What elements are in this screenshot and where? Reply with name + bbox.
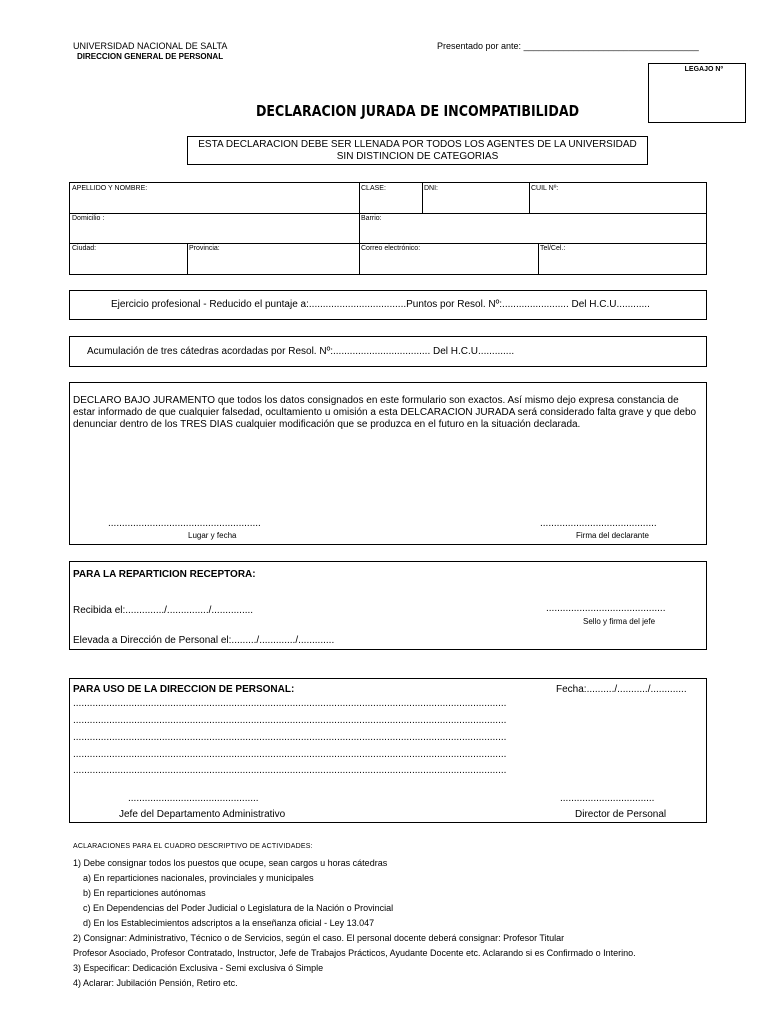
field-provincia[interactable]: Provincia: xyxy=(189,245,220,252)
grid-divider xyxy=(70,213,706,214)
aclaracion-item: Profesor Asociado, Profesor Contratado, Instructor, Jefe de Trabajos Prácticos, Ayudante Docente etc. Aclarando si es Confirmado o Interino. xyxy=(73,948,636,958)
grid-divider xyxy=(359,243,360,275)
note-line[interactable]: ............................................................................................................................................................ xyxy=(73,749,507,760)
field-correo[interactable]: Correo electrónico: xyxy=(361,245,421,252)
field-clase[interactable]: CLASE: xyxy=(361,185,386,192)
note-line[interactable]: ............................................................................................................................................................ xyxy=(73,715,507,726)
acumulacion-box xyxy=(69,336,707,367)
aclaracion-item: 3) Especificar: Dedicación Exclusiva - Semi exclusiva ó Simple xyxy=(73,963,324,973)
presented-line: ___________________________________ xyxy=(523,41,699,51)
lugar-fecha-line[interactable]: ....................................................... xyxy=(108,518,261,529)
field-tel[interactable]: Tel/Cel.: xyxy=(540,245,566,252)
field-cuil[interactable]: CUIL Nº: xyxy=(531,185,559,192)
notice-line-2: SIN DISTINCION DE CATEGORIAS xyxy=(336,151,499,162)
aclaracion-item: 1) Debe consignar todos los puestos que ocupe, sean cargos u horas cátedras xyxy=(73,858,388,868)
field-domicilio[interactable]: Domicilio : xyxy=(72,215,105,222)
fecha-field[interactable]: Fecha:........../.........../............. xyxy=(556,684,687,695)
declaration-text: DECLARO BAJO JURAMENTO que todos los datos consignados en este formulario son exactos. Así mismo dejo expresa constancia de estar informado de que cualquier falsedad, ocultamiento u omisión a esta DELCARACION JURADA será considerado falta grave y que debo denunciar dentro de los TRES DIAS cualquier modificación que se produzca en el futuro en la situación declarada. xyxy=(73,395,697,430)
jefe-label: Jefe del Departamento Administrativo xyxy=(119,809,286,820)
grid-divider xyxy=(422,183,423,213)
page-title: DECLARACION JURADA DE INCOMPATIBILIDAD xyxy=(255,102,580,120)
notice-box xyxy=(187,136,648,165)
grid-divider xyxy=(359,213,360,243)
reparticion-box xyxy=(69,561,707,650)
firma-label: Firma del declarante xyxy=(576,531,649,540)
grid-divider xyxy=(538,243,539,275)
note-line[interactable]: ............................................................................................................................................................ xyxy=(73,732,507,743)
field-apellido[interactable]: APELLIDO Y NOMBRE: xyxy=(72,185,148,192)
grid-divider xyxy=(70,243,706,244)
aclaraciones-title: ACLARACIONES PARA EL CUADRO DESCRIPTIVO DE ACTIVIDADES: xyxy=(73,843,313,850)
aclaracion-item: 2) Consignar: Administrativo, Técnico o de Servicios, según el caso. El personal docente deberá consignar: Profesor Titular xyxy=(73,933,565,943)
aclaracion-item: a) En reparticiones nacionales, provinciales y municipales xyxy=(83,873,314,883)
legajo-box xyxy=(648,63,746,123)
notice-line-1: ESTA DECLARACION DEBE SER LLENADA POR TODOS LOS AGENTES DE LA UNIVERSIDAD xyxy=(198,139,637,150)
legajo-label: LEGAJO Nº xyxy=(684,66,723,73)
department-name: DIRECCION GENERAL DE PERSONAL xyxy=(77,52,224,61)
elevada-field[interactable]: Elevada a Dirección de Personal el:........./............./............. xyxy=(73,635,335,646)
director-signature-line[interactable]: .................................. xyxy=(560,793,655,804)
recibida-field[interactable]: Recibida el:............../.............../............... xyxy=(73,605,254,616)
field-barrio[interactable]: Barrio: xyxy=(361,215,382,222)
note-line[interactable]: ............................................................................................................................................................ xyxy=(73,765,507,776)
direccion-box xyxy=(69,678,707,823)
grid-divider xyxy=(529,183,530,213)
sello-line[interactable]: ........................................... xyxy=(546,603,666,614)
lugar-fecha-label: Lugar y fecha xyxy=(188,531,237,540)
personal-data-grid xyxy=(69,182,707,275)
presented-by xyxy=(437,41,699,51)
field-ciudad[interactable]: Ciudad: xyxy=(72,245,97,252)
acumulacion-text[interactable]: Acumulación de tres cátedras acordadas por Resol. Nº:................................... Del H.C.U............. xyxy=(87,346,515,357)
ejercicio-text[interactable]: Ejercicio profesional - Reducido el puntaje a:...................................Puntos por Resol. Nº:........................ Del H.C.U............ xyxy=(111,299,650,310)
grid-divider xyxy=(359,183,360,213)
ejercicio-box xyxy=(69,290,707,320)
aclaracion-item: b) En reparticiones autónomas xyxy=(83,888,206,898)
declaration-box xyxy=(69,382,707,545)
presented-label: Presentado por ante: xyxy=(437,41,522,51)
university-name: UNIVERSIDAD NACIONAL DE SALTA xyxy=(73,41,228,51)
aclaracion-item: d) En los Establecimientos adscriptos a la enseñanza oficial - Ley 13.047 xyxy=(83,918,375,928)
note-line[interactable]: ............................................................................................................................................................ xyxy=(73,698,507,709)
direccion-title: PARA USO DE LA DIRECCION DE PERSONAL: xyxy=(73,684,295,695)
jefe-signature-line[interactable]: ............................................... xyxy=(128,793,259,804)
aclaracion-item: 4) Aclarar: Jubilación Pensión, Retiro etc. xyxy=(73,978,238,988)
aclaraciones-list xyxy=(73,856,636,991)
firma-line[interactable]: .......................................... xyxy=(540,518,657,529)
aclaracion-item: c) En Dependencias del Poder Judicial o Legislatura de la Nación o Provincial xyxy=(83,903,394,913)
sello-label: Sello y firma del jefe xyxy=(583,617,656,626)
field-dni[interactable]: DNI: xyxy=(424,185,438,192)
director-label: Director de Personal xyxy=(575,809,667,820)
reparticion-title: PARA LA REPARTICION RECEPTORA: xyxy=(73,569,256,580)
grid-divider xyxy=(187,243,188,275)
